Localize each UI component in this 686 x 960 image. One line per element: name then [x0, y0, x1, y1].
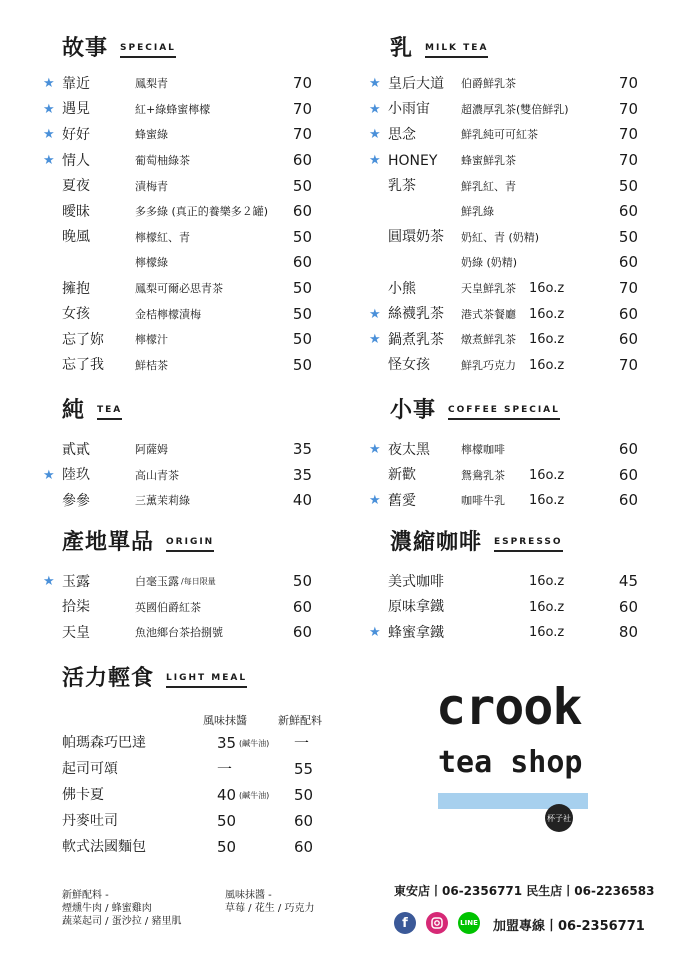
list-light-meal: [62, 730, 342, 860]
item-name: 天皇: [62, 624, 90, 641]
item-desc: 蜂蜜鮮乳茶: [461, 154, 516, 168]
featured-star-icon: ★: [369, 306, 381, 322]
item-name: 起司可頌: [62, 761, 118, 777]
item-desc: 檸檬咖啡: [461, 443, 505, 457]
item-price: 35: [292, 465, 312, 484]
featured-star-icon: ★: [369, 493, 381, 509]
item-desc: 港式茶餐廳: [461, 307, 516, 321]
item-name: 圓環奶茶: [388, 229, 444, 246]
item-name: 晚風: [62, 229, 90, 246]
item-name: 忘了我: [62, 357, 104, 374]
section-subtitle: LIGHT MEAL: [166, 673, 247, 688]
featured-star-icon: ★: [43, 467, 55, 483]
item-desc: 高山青茶: [135, 468, 179, 482]
fresh-price: 50: [294, 785, 314, 804]
item-desc: 魚池鄉台茶拾捌號: [135, 626, 223, 640]
menu-item: [366, 225, 646, 251]
featured-star-icon: ★: [369, 76, 381, 92]
menu-item: [366, 71, 646, 97]
fresh-price: 60: [294, 837, 314, 856]
item-name: 小雨宙: [388, 101, 430, 118]
fresh-note-title: 新鮮配料 -: [62, 890, 109, 901]
item-desc: 鳳梨可爾必思青茶: [135, 282, 223, 296]
item-name: 乳茶: [388, 178, 416, 195]
item-name: 怪女孩: [388, 357, 430, 374]
item-name: 鍋煮乳茶: [388, 331, 444, 348]
item-desc: 多多綠 (真正的養樂多２罐): [135, 205, 269, 219]
item-desc: 鮮桔茶: [135, 358, 168, 372]
featured-star-icon: ★: [369, 127, 381, 143]
item-desc: 檸檬綠: [135, 256, 168, 270]
item-name: 擁抱: [62, 280, 90, 297]
spread-note-title: 風味抹醬 -: [225, 890, 272, 901]
item-name: 新歡: [388, 467, 416, 484]
menu-item: [62, 834, 342, 860]
menu-item: [40, 148, 320, 174]
menu-item: [62, 808, 342, 834]
franchise-phone: 加盟專線丨06-2356771: [493, 919, 645, 934]
section-title: 乳: [390, 36, 414, 61]
brand-stamp: [545, 804, 573, 832]
item-desc: 漬梅青: [135, 179, 168, 193]
item-name: 靠近: [62, 75, 90, 92]
section-title: 純: [62, 398, 86, 423]
menu-item: [40, 463, 320, 489]
item-price: 60: [618, 253, 638, 272]
section-subtitle: MILK TEA: [425, 43, 488, 58]
item-price: 70: [618, 355, 638, 374]
item-price: 60: [292, 623, 312, 642]
brand-line2: tea shop: [438, 745, 583, 780]
item-name: 皇后大道: [388, 75, 444, 92]
item-price: 60: [618, 202, 638, 221]
section-origin: [62, 526, 214, 556]
item-name: 丹麥吐司: [62, 813, 118, 829]
menu-item: [40, 620, 320, 646]
item-name: 美式咖啡: [388, 573, 444, 590]
section-subtitle: TEA: [97, 405, 122, 420]
menu-item: [366, 122, 646, 148]
item-name: 舊愛: [388, 492, 416, 509]
item-price: 60: [618, 597, 638, 616]
menu-item: [40, 250, 320, 276]
item-name: 夏夜: [62, 178, 90, 195]
menu-item: [40, 173, 320, 199]
item-desc: 金桔檸檬漬梅: [135, 307, 201, 321]
featured-star-icon: ★: [369, 625, 381, 641]
menu-item: [366, 437, 646, 463]
item-price: 50: [292, 330, 312, 349]
section-tea: [62, 394, 122, 424]
item-price: 70: [292, 74, 312, 93]
section-light-meal: [62, 662, 247, 692]
facebook-icon[interactable]: f: [394, 912, 416, 934]
item-price: 70: [618, 279, 638, 298]
item-desc: 燉煮鮮乳茶: [461, 333, 516, 347]
price-note: (鹹牛油): [239, 790, 270, 800]
menu-item: [366, 250, 646, 276]
featured-star-icon: ★: [369, 101, 381, 117]
spread-price: 一: [217, 759, 233, 778]
fresh-price: 60: [294, 811, 314, 830]
item-desc: 三薰茉莉綠: [135, 494, 190, 508]
item-size: 16o.z: [529, 574, 565, 590]
item-desc: 奶綠 (奶精): [461, 256, 518, 270]
menu-item: [366, 301, 646, 327]
spread-price: 40: [217, 785, 237, 804]
list-coffee-special: [366, 437, 646, 514]
section-subtitle: SPECIAL: [120, 43, 176, 58]
item-size: 16o.z: [529, 306, 565, 322]
stamp-text: 杯子社: [547, 813, 571, 823]
featured-star-icon: ★: [43, 153, 55, 169]
item-size: 16o.z: [529, 357, 565, 373]
menu-item: [40, 569, 320, 595]
item-desc: 鳳梨青: [135, 77, 168, 91]
item-name: 帕瑪森巧巴達: [62, 735, 146, 751]
spread-price: 35: [217, 733, 237, 752]
list-tea: [40, 437, 320, 514]
item-desc: 蜂蜜綠: [135, 128, 168, 142]
spread-note: [225, 889, 314, 915]
fresh-note-line2: 蔬菜起司 / 蛋沙拉 / 豬里肌: [62, 916, 182, 927]
menu-item: [62, 756, 342, 782]
price-note: (鹹牛油): [239, 738, 270, 748]
item-price: 60: [618, 491, 638, 510]
spread-price: 50: [217, 837, 237, 856]
item-price: 80: [618, 623, 638, 642]
list-espresso: [366, 569, 646, 646]
menu-item: [40, 97, 320, 123]
item-size: 16o.z: [529, 625, 565, 641]
section-coffee-special: [390, 394, 560, 424]
menu-item: [366, 463, 646, 489]
item-price: 50: [618, 176, 638, 195]
menu-item: [40, 353, 320, 379]
section-subtitle: COFFEE SPECIAL: [448, 405, 560, 420]
section-title: 濃縮咖啡: [390, 530, 483, 555]
item-price: 60: [292, 597, 312, 616]
item-name: 拾柒: [62, 599, 90, 616]
item-desc: 鮮乳純可可紅茶: [461, 128, 538, 142]
line-icon[interactable]: LINE: [458, 912, 480, 934]
section-subtitle: ORIGIN: [166, 537, 214, 552]
item-name: 玉露: [62, 573, 90, 590]
brand-line1: crook: [436, 678, 582, 736]
item-price: 35: [292, 440, 312, 459]
item-price: 60: [618, 330, 638, 349]
menu-item: [366, 327, 646, 353]
featured-star-icon: ★: [43, 101, 55, 117]
item-name: 女孩: [62, 306, 90, 323]
menu-item: [40, 488, 320, 514]
menu-item: [366, 353, 646, 379]
light-col-spread: 風味抹醬: [203, 714, 247, 727]
menu-item: [366, 148, 646, 174]
menu-item: [62, 730, 342, 756]
item-desc: 天皇鮮乳茶: [461, 282, 516, 296]
instagram-icon[interactable]: [426, 912, 448, 934]
list-special: [40, 71, 320, 378]
item-price: 50: [292, 176, 312, 195]
item-price: 50: [292, 227, 312, 246]
item-price: 50: [618, 227, 638, 246]
section-title: 小事: [390, 398, 437, 423]
item-price: 70: [292, 99, 312, 118]
item-price: 70: [618, 99, 638, 118]
list-origin: [40, 569, 320, 646]
item-price: 50: [292, 572, 312, 591]
store-phones: 東安店丨06-2356771 民生店丨06-2236583: [394, 884, 655, 898]
item-price: 70: [618, 74, 638, 93]
item-name: 思念: [388, 126, 416, 143]
item-name: 佛卡夏: [62, 787, 104, 803]
item-name: 軟式法國麵包: [62, 839, 146, 855]
item-name: 絲襪乳茶: [388, 306, 444, 323]
item-price: 70: [618, 125, 638, 144]
menu-item: [40, 225, 320, 251]
item-size: 16o.z: [529, 332, 565, 348]
item-price: 45: [618, 572, 638, 591]
spread-price: 50: [217, 811, 237, 830]
item-desc: 咖啡牛乳: [461, 494, 505, 508]
item-desc: 超濃厚乳茶(雙倍鮮乳): [461, 102, 569, 116]
item-desc: 鮮乳紅、青: [461, 179, 516, 193]
item-name: 參參: [62, 492, 90, 509]
item-desc: 白毫玉露: [135, 575, 179, 589]
item-name: 情人: [62, 152, 90, 169]
item-desc: 鮮乳綠: [461, 205, 494, 219]
menu-item: [40, 199, 320, 225]
menu-item: [366, 199, 646, 225]
menu-item: [40, 301, 320, 327]
fresh-price: 一: [294, 733, 310, 752]
item-name: 小熊: [388, 280, 416, 297]
item-name: 蜂蜜拿鐵: [388, 624, 444, 641]
item-desc: 奶紅、青 (奶精): [461, 230, 540, 244]
menu-item: [40, 437, 320, 463]
item-price: 60: [292, 253, 312, 272]
item-size: 16o.z: [529, 493, 565, 509]
item-name: 忘了妳: [62, 331, 104, 348]
menu-item: [366, 173, 646, 199]
menu-item: [366, 276, 646, 302]
menu-item: [40, 122, 320, 148]
menu-item: [366, 620, 646, 646]
item-desc: 葡萄柚綠茶: [135, 154, 190, 168]
menu-item: [366, 569, 646, 595]
item-price: 60: [618, 304, 638, 323]
section-subtitle: ESPRESSO: [494, 537, 563, 552]
item-desc: 檸檬汁: [135, 333, 168, 347]
spread-note-line1: 草莓 / 花生 / 巧克力: [225, 903, 315, 914]
featured-star-icon: ★: [43, 127, 55, 143]
item-price: 60: [292, 151, 312, 170]
item-price: 60: [618, 440, 638, 459]
menu-item: [40, 595, 320, 621]
menu-item: [40, 276, 320, 302]
item-name: 曖昧: [62, 203, 90, 220]
menu-item: [366, 595, 646, 621]
item-name: 陸玖: [62, 467, 90, 484]
item-price: 60: [292, 202, 312, 221]
item-name: 遇見: [62, 101, 90, 118]
item-desc: 鮮乳巧克力: [461, 358, 516, 372]
section-special: [62, 32, 176, 62]
section-espresso: [390, 526, 563, 556]
item-price: 50: [292, 304, 312, 323]
section-title: 產地單品: [62, 530, 155, 555]
featured-star-icon: ★: [369, 442, 381, 458]
item-size: 16o.z: [529, 281, 565, 297]
section-title: 活力輕食: [62, 666, 155, 691]
item-name: 貳貳: [62, 441, 90, 458]
light-col-fresh: 新鮮配料: [278, 714, 322, 727]
item-name: 夜太黑: [388, 441, 430, 458]
menu-item: [40, 71, 320, 97]
item-price: 70: [292, 125, 312, 144]
item-price: 50: [292, 279, 312, 298]
featured-star-icon: ★: [369, 332, 381, 348]
item-size: 16o.z: [529, 467, 565, 483]
fresh-price: 55: [294, 759, 314, 778]
item-size: 16o.z: [529, 599, 565, 615]
fresh-note-line1: 煙燻牛肉 / 蜂蜜雞肉: [62, 903, 152, 914]
item-name: 好好: [62, 126, 90, 143]
item-desc: 英國伯爵紅茶: [135, 600, 201, 614]
menu-item: [366, 97, 646, 123]
item-desc: 紅+綠蜂蜜檸檬: [135, 102, 211, 116]
menu-item: [40, 327, 320, 353]
section-title: 故事: [62, 36, 109, 61]
fresh-note: [62, 889, 181, 928]
section-milk-tea: [390, 32, 488, 62]
item-desc: 鴛鴦乳茶: [461, 468, 505, 482]
menu-item: [366, 488, 646, 514]
item-price: 50: [292, 355, 312, 374]
item-price: 60: [618, 465, 638, 484]
featured-star-icon: ★: [43, 76, 55, 92]
item-name: HONEY: [388, 152, 438, 169]
list-milk-tea: [366, 71, 646, 378]
item-note: /每日限量: [181, 577, 216, 587]
item-desc: 檸檬紅、青: [135, 230, 190, 244]
item-name: 原味拿鐵: [388, 599, 444, 616]
item-price: 40: [292, 491, 312, 510]
item-desc: 伯爵鮮乳茶: [461, 77, 516, 91]
featured-star-icon: ★: [369, 153, 381, 169]
menu-item: [62, 782, 342, 808]
item-desc: 阿薩姆: [135, 443, 168, 457]
featured-star-icon: ★: [43, 574, 55, 590]
item-price: 70: [618, 151, 638, 170]
